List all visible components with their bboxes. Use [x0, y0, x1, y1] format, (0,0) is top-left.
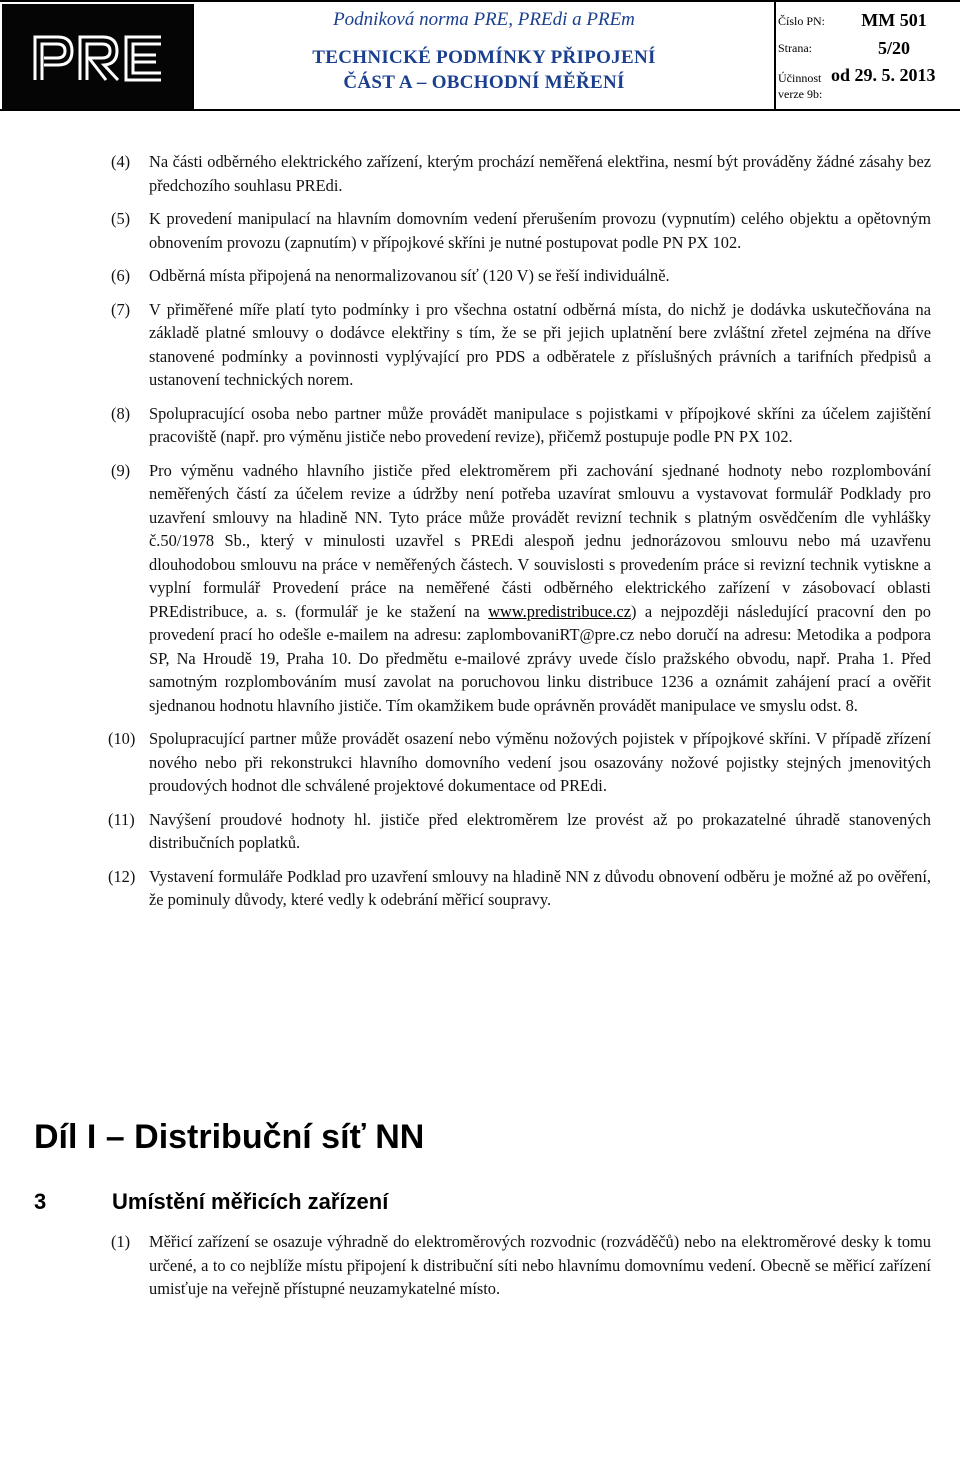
paragraph-text: Spolupracující partner může provádět osazení nebo výměnu nožových pojistek v přípojkové skříni. V případě zřízení nového nebo při rekonstrukci hlavního domovního vedení jsou osazovány nožové pojistky stejných jmenovitých proudových hodnot dle schválené projektové dokumentace od PREdi.: [149, 729, 931, 795]
strana-label: Strana:: [778, 41, 812, 55]
paragraph-number: (4): [111, 152, 131, 171]
doc-title-line2: ČÁST A – OBCHODNÍ MĚŘENÍ: [343, 72, 625, 93]
paragraph-text: K provedení manipulací na hlavním domovním vedení přerušením provozu (vypnutím) celého objektu a opětovným obnovením provozu (zapnutím) v přípojkové skříni je nutné postupovat podle PN PX 102.: [149, 209, 931, 252]
paragraph-number: (8): [111, 403, 131, 423]
paragraph-11: [108, 808, 931, 855]
section-heading: [34, 1189, 388, 1215]
cislo-label: Číslo PN:: [778, 14, 826, 28]
predistribuce-link[interactable]: www.predistribuce.cz: [488, 601, 631, 621]
paragraph-number: (11): [108, 809, 135, 829]
paragraph-6: [111, 264, 931, 288]
paragraph-text: Spolupracující osoba nebo partner může provádět manipulace s pojistkami v přípojkové skříni za účelem zajištění pracoviště (např. pro výměnu jističe nebo provedení revize), přičemž postupuje podle PN PX 102.: [149, 403, 931, 446]
paragraph-10: [108, 727, 931, 798]
paragraph-number: (6): [111, 266, 131, 285]
page-header: [0, 0, 960, 111]
section-paragraph-1: [111, 1230, 931, 1301]
paragraph-7: [111, 298, 931, 392]
paragraph-number: (7): [111, 299, 131, 319]
ucinnost-value: od 29. 5. 2013: [831, 65, 936, 85]
pre-logo-icon: [32, 34, 164, 82]
paragraph-text: Odběrná místa připojená na nenormalizovanou síť (120 V) se řeší individuálně.: [149, 266, 670, 285]
header-meta: [776, 2, 960, 109]
paragraph-text: Vystavení formuláře Podklad pro uzavření smlouvy na hladině NN z důvodu obnovení odběru je možné až po ověření, že pominuly důvody, které vedly k odebrání měřicí soupravy.: [149, 866, 931, 909]
paragraph-text: V přiměřené míře platí tyto podmínky i pro všechna ostatní odběrná místa, do nichž je dodávka uskutečňována na základě platné smlouvy o dodávce elektřiny s tím, že se při jejich uplatnění bere zvláštní zřetel zejména na dříve stanovené podmínky a povinnosti vyplývající pro PDS a odběratele z příslušných právních a tarifních předpisů a ustanovení technických norem.: [149, 299, 931, 389]
part-heading: Díl I – Distribuční síť NN: [34, 1118, 425, 1156]
paragraph-text-after-link: ) a nejpozději následující pracovní den po provedení prací ho odešle e-mailem na adresu: zaplombovaniRT@pre.cz nebo doručí na adresu: Metodika a podpora SP, Na Hroudě 19, Praha 10. Do předmětu e-mailové zprávy uvede číslo pražského obvodu, např. Praha 1. Před samotným rozplombováním musí zavolat na poruchovou linku distribuce 1236 a oznámit zahájení prací a ověřit sjednanou hodnotu hlavního jističe. Tím okamžikem bude oprávněn provádět manipulace ve smyslu odst. 8.: [149, 601, 932, 715]
header-titles: [194, 2, 776, 109]
paragraph-8: [111, 402, 931, 449]
paragraph-text-before-link: Pro výměnu vadného hlavního jističe před elektroměrem při zachování sjednané hodnoty nebo rozplombování neměřených částí za účelem revize a údržby není potřeba uzavírat smlouvu a vystavovat formulář Podklady pro uzavření smlouvy na hladině NN. Tyto práce může provádět revizní technik s platným osvědčením dle vyhlášky č.50/1978 Sb., který v minulosti uzavřel s PREdi alespoň jednu jednorázovou smlouvu nebo má uzavřenu dlouhodobou smlouvu na práce v neměřených částech. V souvislosti s provedením práce si revizní technik vytiskne a vyplní formulář Provedení práce na neměřené části odběrného elektrického zařízení v zásobovací oblasti PREdistribuce, a. s. (formulář je ke stažení na: [149, 460, 931, 621]
paragraph-number: (12): [108, 866, 136, 886]
strana-value: 5/20: [877, 38, 910, 58]
paragraph-4: [111, 150, 931, 197]
paragraph-5: [111, 207, 931, 254]
paragraph-text: Na části odběrného elektrického zařízení, kterým prochází neměřená elektřina, nesmí být prováděny žádné zásahy bez předchozího souhlasu PREdi.: [149, 152, 931, 195]
cislo-value: MM 501: [861, 10, 927, 30]
paragraph-number: (5): [111, 209, 131, 228]
document-body: [108, 150, 932, 922]
paragraph-text: Navýšení proudové hodnoty hl. jističe před elektroměrem lze provést až po prokazatelné úhradě stanovených distribučních poplatků.: [149, 809, 931, 852]
paragraph-number: (9): [111, 460, 131, 480]
norm-subtitle: Podniková norma PRE, PREdi a PREm: [333, 9, 635, 30]
ucinnost-label: Účinnost: [778, 71, 822, 85]
section-number: 3: [34, 1189, 47, 1214]
verze-label: verze 9b:: [778, 87, 823, 101]
doc-title-line1: TECHNICKÉ PODMÍNKY PŘIPOJENÍ: [312, 47, 656, 68]
paragraph-9: [111, 459, 931, 718]
paragraph-12: [108, 865, 931, 912]
paragraph-text: Měřicí zařízení se osazuje výhradně do elektroměrových rozvodnic (rozváděčů) nebo na elektroměrové desky k tomu určené, a to co nejblíže místu připojení k distribuční síti nebo hlavnímu domovnímu vedení. Obecně se měřicí zařízení umisťuje na veřejně přístupné neuzamykatelné místo.: [149, 1232, 931, 1298]
paragraph-number: (10): [108, 729, 136, 748]
section-title: Umístění měřicích zařízení: [112, 1189, 389, 1214]
pre-logo: [2, 4, 194, 109]
section-body: [111, 1230, 931, 1311]
paragraph-number: (1): [111, 1232, 131, 1251]
